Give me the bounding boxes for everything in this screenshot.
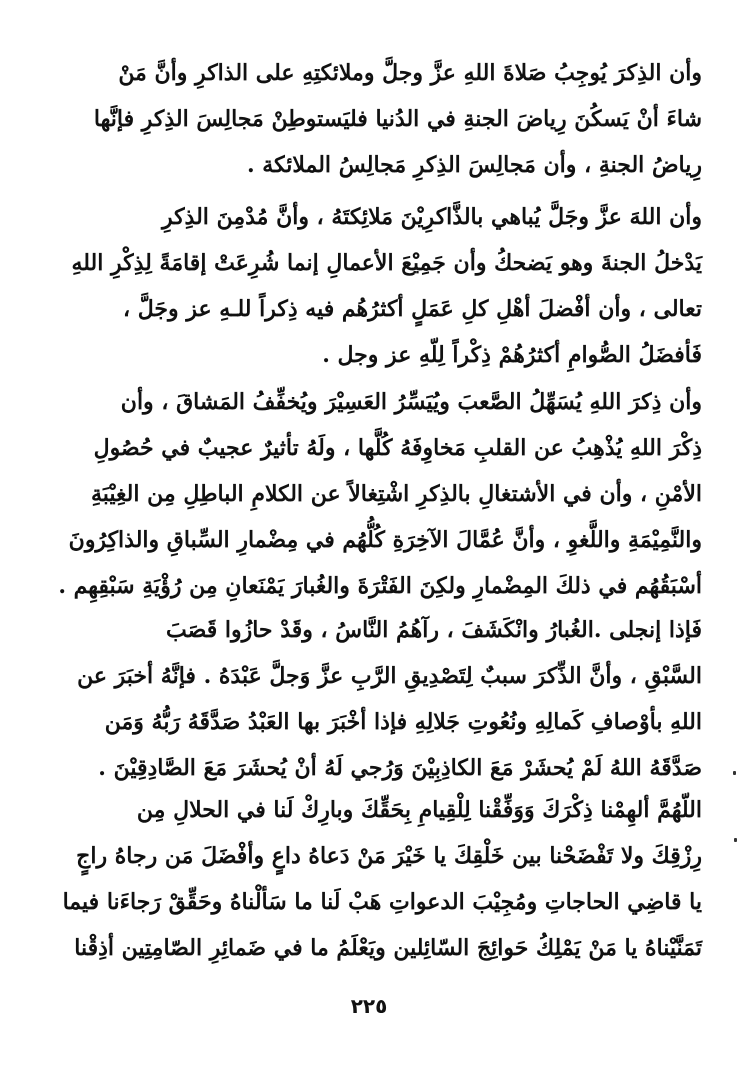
paragraph-line: ذِكْرَ اللهِ يُذْهِبُ عن القلبِ مَخاوِفَهُ كُلَّها ، ولَهُ تأثيرٌ عجيبٌ في حُصُولِ (93, 435, 702, 461)
scan-speck (734, 838, 737, 842)
paragraph-line: وأن الذِكرَ يُوجِبُ صَلاةَ اللهِ عزَّ وجلَّ وملائكتِهِ على الذاكرِ وأنَّ مَنْ (118, 60, 702, 86)
paragraph-line: وأن ذِكرَ اللهِ يُسَهِّلُ الصَّعبَ ويُيَسِّرُ العَسِيْرَ ويُخفِّفُ المَشاقَ ، وأن (120, 389, 702, 415)
paragraph-line: فَأفضَلُ الصُّوامِ أكثرُهُمْ ذِكْراً لِلّهِ عز وجل . (322, 342, 702, 368)
paragraph-line: تَمَنَّيْناهُ يا مَنْ يَمْلِكُ حَوائِجَ السّائِلين ويَعْلَمُ ما في ضَمائِرِ الصّامِتِين أذِقْنا (74, 935, 702, 961)
paragraph-line: شاءَ أنْ يَسكُنَ رِياضَ الجنةِ في الدُنيا فليَستوطِنْ مَجالِسَ الذِكرِ فإنَّها (93, 106, 702, 132)
paragraph-line: السَّبْقِ ، وأنَّ الذِّكرَ سببٌ لِتَصْدِيقِ الرَّبِ عزَّ وَجلَّ عَبْدَهُ . فإنَّهُ أخبَرَ عن (77, 663, 702, 689)
paragraph-3 (36, 379, 702, 609)
paragraph-line: رِزْقِكَ ولا تَفْضَحْنا بين خَلْقِكَ يا خَيْرَ مَنْ دَعاهُ داعٍ وأفْضَلَ مَن رجاهُ راجٍ (76, 843, 702, 869)
paragraph-line: الأمْنِ ، وأن في الأشتغالِ بالذِكرِ اشْتِغالاً عن الكلامِ الباطِلِ مِن الغِيْبَةِ (90, 481, 702, 507)
paragraph-line: تعالى ، وأن أفْضلَ أهْلِ كلِ عَمَلٍ أكثرُهُم فيه ذِكراً للـهِ عز وجَلَّ ، (123, 296, 702, 322)
paragraph-line: يَدْخلُ الجنةَ وهو يَضحكُ وأن جَمِيْعَ الأعمالِ إنما شُرِعَتْ إقامَةً لِذِكْرِ اللهِ (71, 250, 702, 276)
scan-speck (733, 771, 736, 775)
paragraph-5 (36, 787, 702, 971)
paragraph-line: أسْبَقُهُم في ذلكَ المِضْمارِ ولكِنَ الفَتْرَةَ والغُبارَ يَمْنَعانِ مِن رُؤْيَةِ سَبْقِهِم . (58, 573, 702, 599)
paragraph-line: فَإذا إنجلى .الغُبارُ وانْكَشَفَ ، رآهُمُ النَّاسُ ، وقَدْ حازُوا قَصَبَ (166, 617, 702, 643)
paragraph-line: رِياضُ الجنةِ ، وأن مَجالِسَ الذِكرِ مَجالِسُ الملائكة . (246, 152, 702, 178)
paragraph-line: اللّهُمَّ ألهِمْنا ذِكْرَكَ وَوَفِّقْنا لِلْقِيامِ بِحَقِّكَ وبارِكْ لَنا في الحلالِ مِن (136, 797, 702, 823)
paragraph-line: يا قاضِي الحاجاتِ ومُجِيْبَ الدعواتِ هَبْ لَنا ما سَألْناهُ وحَقِّقْ رَجاءَنا فيما (62, 889, 702, 915)
paragraph-4 (36, 607, 702, 791)
paragraph-line: والنَّمِيْمَةِ واللَّغوِ ، وأنَّ عُمَّالَ الآخِرَةِ كُلُّهُم في مِضْمارِ السِّباقِ والذاكِرُونَ (68, 527, 702, 553)
paragraph-line: اللهِ بأوْصافِ كَمالِهِ ونُعُوتِ جَلالِهِ فإذا أخْبَرَ بها العَبْدُ صَدَّقَهُ رَبُّهُ وَمَن (104, 709, 702, 735)
paragraph-1 (36, 50, 702, 188)
paragraph-line: صَدَّقَهُ اللهُ لَمْ يُحشَرْ مَعَ الكاذِبِيْنَ وَرُجي لَهُ أنْ يُحشَرَ مَعَ الصَّادِقِيْنَ . (98, 755, 702, 781)
page-number: ٢٢٥ (350, 994, 388, 1018)
paragraph-line: وأن اللهَ عزَّ وجَلَّ يُباهي بالذَّاكرِيْنَ مَلائِكتَهُ ، وأنَّ مُدْمِنَ الذِكرِ (161, 204, 702, 230)
paragraph-2 (36, 194, 702, 378)
